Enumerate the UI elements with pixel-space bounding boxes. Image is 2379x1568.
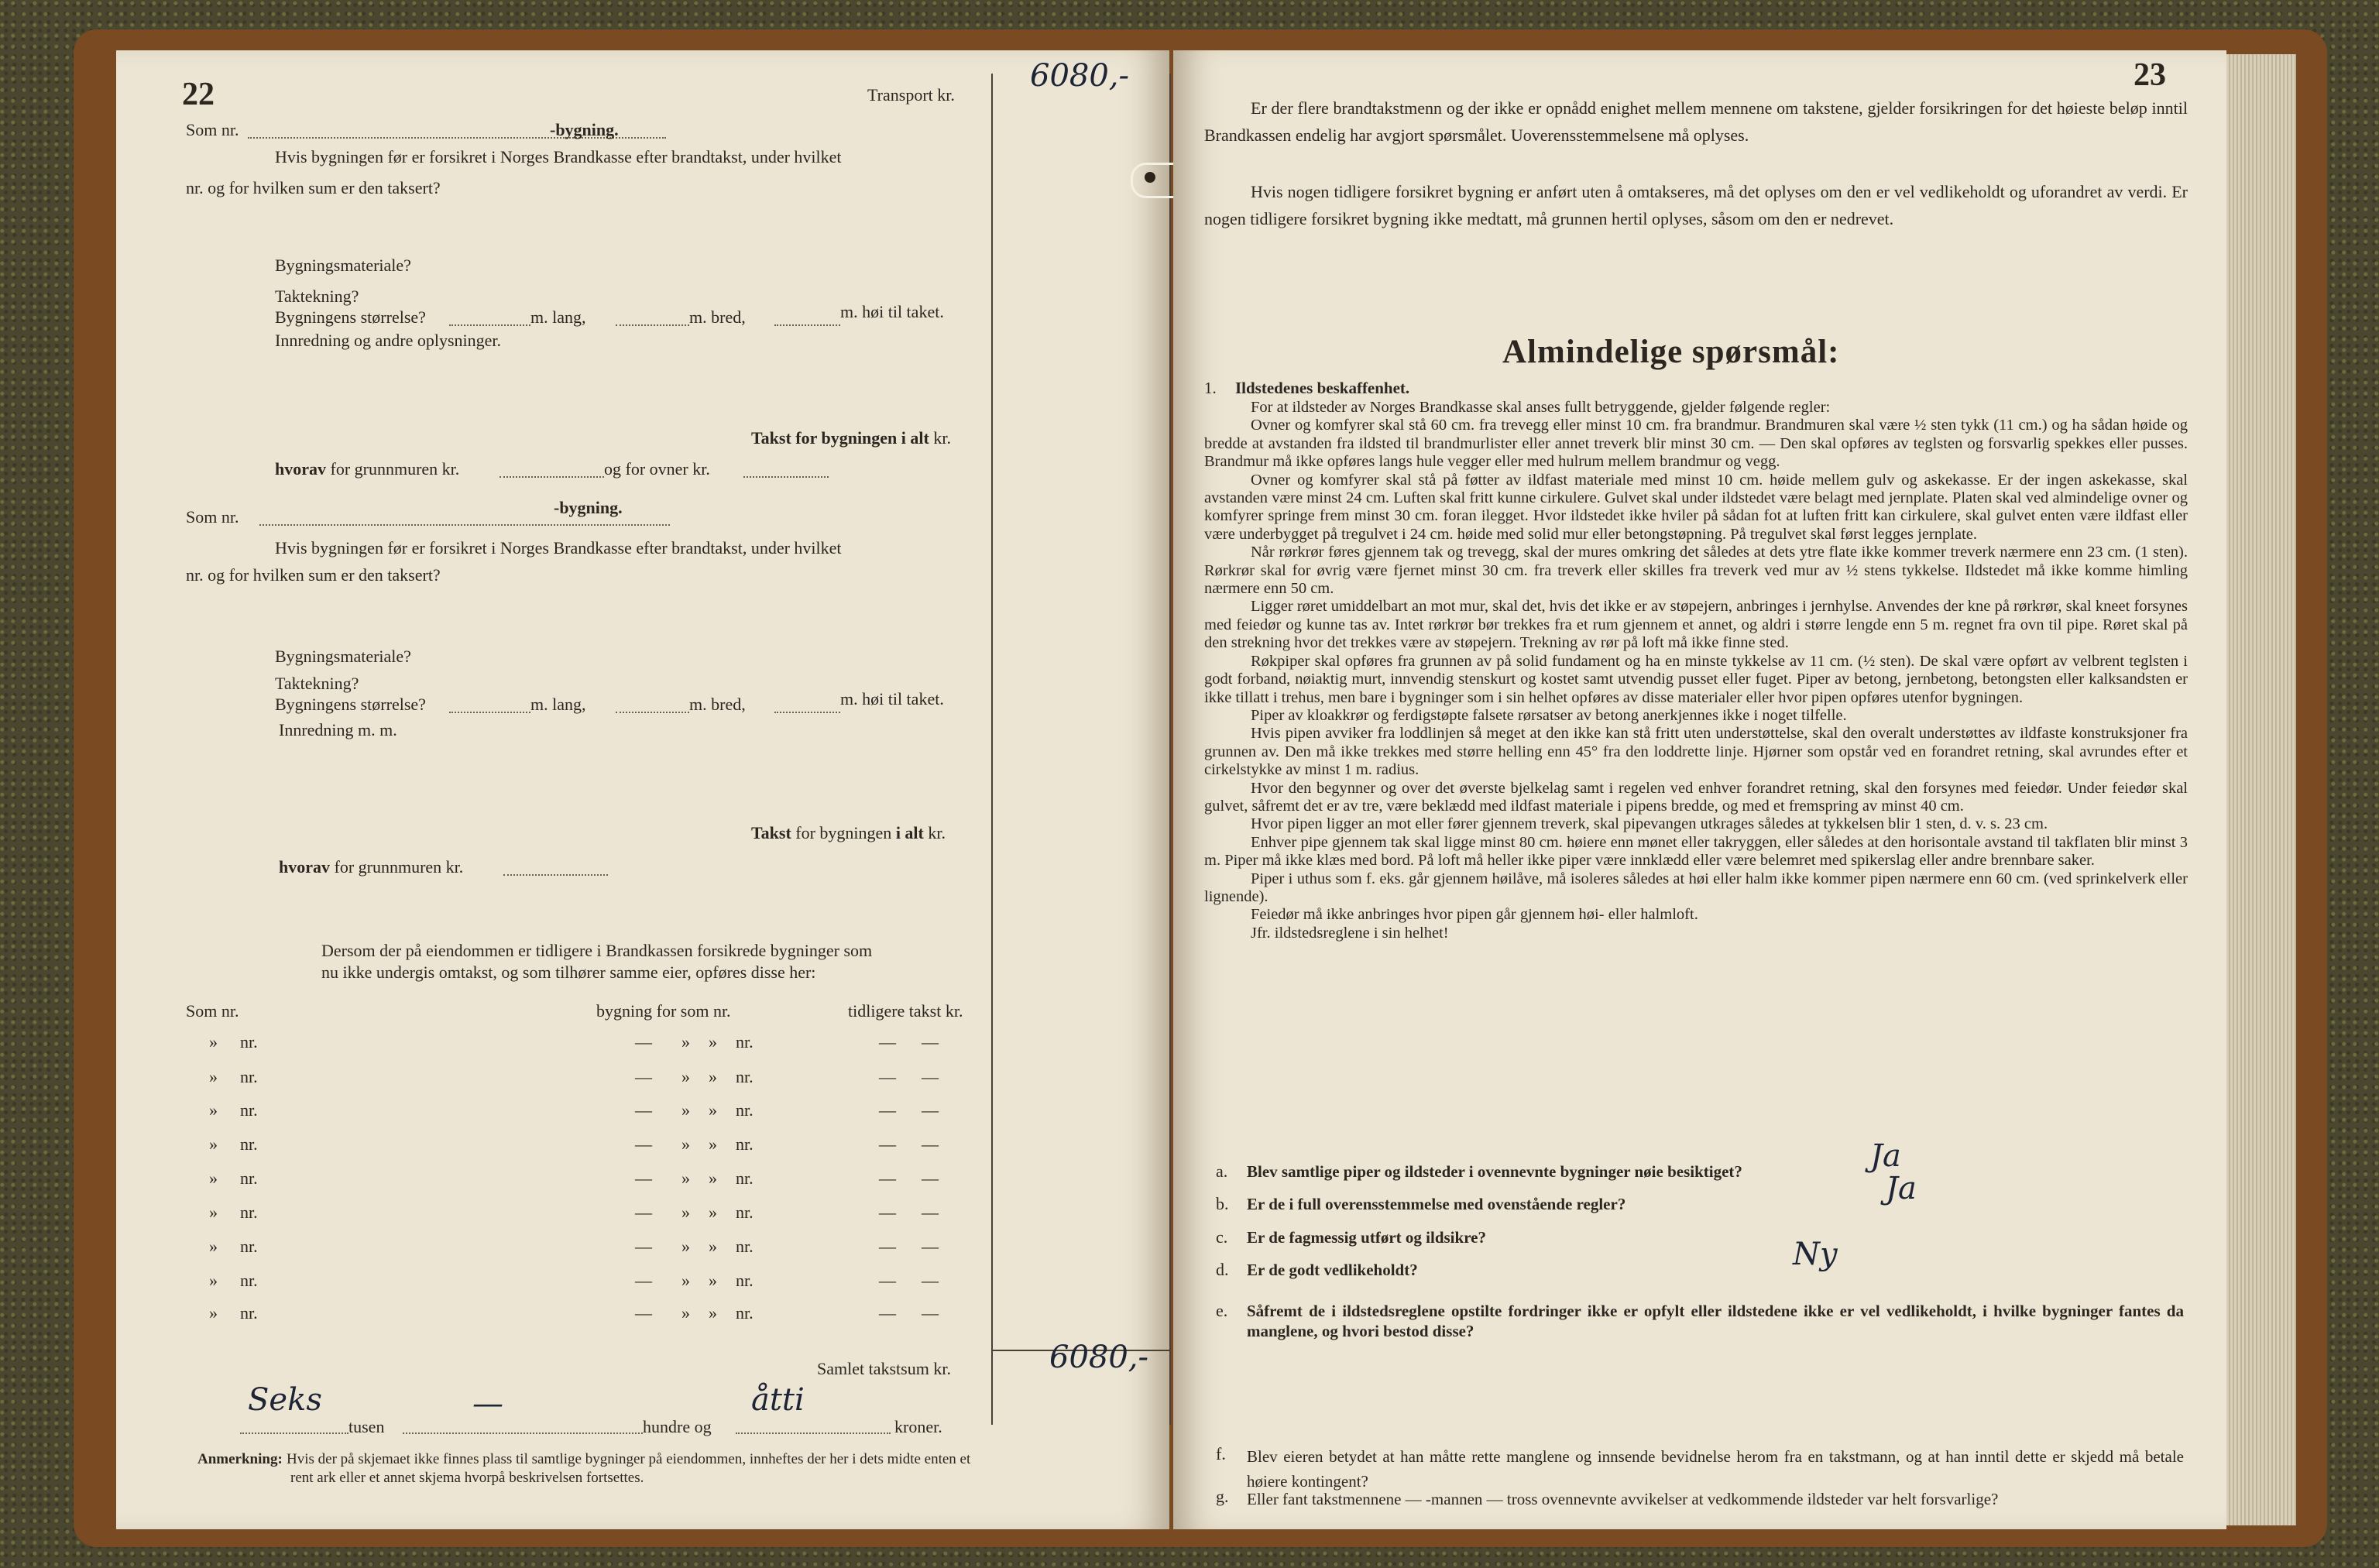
anmerkning-text: rent ark eller et annet skjema hvorpå beskrivelsen fortsettes. — [290, 1470, 644, 1486]
table-cell: » — [681, 1100, 690, 1120]
question-text: Er de godt vedlikeholdt? — [1247, 1261, 1418, 1279]
table-cell: nr. — [240, 1271, 258, 1290]
takst-label: Takst for bygningen i alt kr. — [751, 823, 946, 842]
rule-paragraph: Jfr. ildstedsreglene i sin helhet! — [1251, 924, 1449, 942]
bygning-label: -bygning. — [550, 120, 619, 139]
kroner-label: kroner. — [894, 1417, 942, 1436]
table-cell: » — [681, 1237, 690, 1256]
material-label: Bygningsmateriale? — [275, 647, 411, 666]
table-cell: — — [922, 1168, 939, 1188]
table-cell: nr. — [240, 1168, 258, 1188]
length-label: m. lang, — [530, 695, 586, 714]
height-label: m. høi til taket. — [840, 302, 944, 321]
question-letter: g. — [1216, 1487, 1229, 1506]
fill-line — [240, 1432, 348, 1434]
question-letter: c. — [1216, 1227, 1228, 1247]
question-answer: Ja — [1886, 1171, 1917, 1206]
table-cell: nr. — [736, 1303, 754, 1323]
table-cell: nr. — [736, 1067, 754, 1086]
intro-text: Er der flere brandtakstmenn og der ikke er opnådd enighet mellem mennene om takstene, gjelder forsikringen for det høieste beløp inntil Brandkassen endelig har avgjort spørsmålet. Uoverensstemmelsene må oplyses. — [1204, 98, 2188, 145]
table-cell: nr. — [240, 1203, 258, 1222]
dersom-text: nu ikke undergis omtakst, og som tilhører samme eier, opføres disse her: — [321, 962, 816, 982]
rule-paragraph: Ovner og komfyrer skal stå på føtter av ildfast materiale med minst 10 cm. høide mellem gulv og askekasse. Er der ingen askekasse, skal avstanden være minst 24 cm. Luften skal fritt kunne cirkulere. Gulvet skal under ildstedet være belagt med jernplate. Platen skal ved almindelige ovner og komfyrer springe frem minst 30 cm. foran ilegget. Hvor ildstedet ikke hviler på sådan fot at luften fritt kan cirkulere, skal gulvet enten være ildfast eller være underbygget på tregulvet i 24 cm. høide med solid mur eller betongstøpning. På tregulvet skal først legges jernplate. — [1204, 471, 2188, 543]
section-number: 1. — [1204, 379, 1217, 397]
table-cell: — — [879, 1100, 896, 1120]
height-label: m. høi til taket. — [840, 689, 944, 709]
question-text: Hvis bygningen før er forsikret i Norges Brandkasse efter brandtakst, under hvilket — [275, 538, 842, 558]
rule-paragraph: Røkpiper skal opføres fra grunnen av på solid fundament og ha en minste tykkelse av 11 cm. (½ sten). De skal være opført av velbrent teglsten i godt forband, nøiaktig murt, innvendig stenskurt og kostet samt utvendig pusset eller fuget. Piper av betong, jernbetong, betongsten eller kalksandsten er ikke tillatt i trehus, men bare i bygninger som i sin helhet opføres av disse materialer eller hvor pipen opføres utenfor bygningen. — [1204, 652, 2188, 706]
table-cell: — — [922, 1237, 939, 1256]
table-cell: — — [879, 1303, 896, 1323]
words-thousands: Seks — [248, 1382, 322, 1418]
words-hundreds: — — [472, 1386, 503, 1422]
ovner-label: og for ovner kr. — [604, 459, 710, 479]
page-number: 23 — [2134, 57, 2166, 93]
table-cell: » — [681, 1134, 690, 1154]
table-cell: — — [879, 1032, 896, 1052]
table-cell: — — [879, 1237, 896, 1256]
rule-paragraph: For at ildsteder av Norges Brandkasse skal anses fullt betryggende, gjelder følgende regler: — [1251, 399, 1831, 416]
fill-line — [616, 712, 689, 713]
rule-paragraph: Når rørkrør føres gjennem tak og trevegg, skal der mures omkring det således at dets ytre flate ikke kommer treverk nærmere enn 23 cm. (1 sten). Rørkrør skal for øvrig være fjernet minst 30 cm. fra treverk eller skilles fra treverk ved mur av ½ stens tykkelse. Ildstedet må ikke komme himling nærmere enn 50 cm. — [1204, 544, 2188, 598]
question-text: Blev eieren betydet at han måtte rette manglene og innsende bevidnelse herom fra en takstmann, og at han inntil dette er skjedd må betale høiere kontingent? — [1247, 1447, 2184, 1491]
question-letter: b. — [1216, 1194, 1229, 1213]
takst-label: Takst for bygningen i alt kr. — [751, 428, 951, 448]
table-cell: » — [209, 1067, 218, 1086]
table-cell: » — [709, 1237, 717, 1256]
page-edges — [2226, 54, 2296, 1525]
table-cell: — — [635, 1237, 652, 1256]
table-cell: » — [709, 1067, 717, 1086]
table-cell: » — [209, 1134, 218, 1154]
question-text: Er de i full overensstemmelse med ovenstående regler? — [1247, 1195, 1626, 1213]
bygning-label: -bygning. — [554, 498, 623, 517]
question-text: Eller fant takstmennene — -mannen — tross ovennevnte avvikelser at vedkommende ildsteder var helt forsvarlige? — [1247, 1490, 1999, 1508]
amount-column-left-rule — [991, 74, 993, 1425]
question-text: Er de fagmessig utført og ildsikre? — [1247, 1228, 1486, 1247]
question-text: Hvis bygningen før er forsikret i Norges Brandkasse efter brandtakst, under hvilket — [275, 147, 842, 166]
fill-line — [259, 524, 670, 526]
table-cell: — — [635, 1303, 652, 1323]
fill-line — [743, 476, 829, 478]
table-cell: » — [709, 1303, 717, 1323]
table-cell: nr. — [736, 1237, 754, 1256]
table-cell: » — [681, 1067, 690, 1086]
table-cell: — — [922, 1134, 939, 1154]
table-cell: — — [922, 1032, 939, 1052]
rule-paragraph: Piper i uthus som f. eks. går gjennem høilåve, må isoleres således at høi eller halm ikke kommer pipen nærmere enn 60 cm. (ved sprinkelverk eller lignende). — [1204, 870, 2188, 905]
intro-text: Hvis nogen tidligere forsikret bygning er anført uten å omtakseres, må det oplyses om den er vel vedlikeholdt og uforandret av verdi. Er nogen tidligere forsikret bygning ikke medtatt, må grunnen hertil oplyses, såsom om den er nedrevet. — [1204, 182, 2188, 228]
fill-line — [736, 1432, 891, 1434]
table-cell: — — [635, 1271, 652, 1290]
binding-hole — [1145, 172, 1155, 183]
tusen-label: tusen — [348, 1417, 385, 1436]
rule-paragraph: Hvis pipen avviker fra loddlinjen så meget at den ikke kan stå fritt uten understøttelse, skal den overalt understøttes av ildfaste konstruksjoner fra grunnen av. Den må ikke trekkes med større helling enn 45° fra den loddrette linje. Hjørner som opstår ved en forandret retning, skal avrundes efter et cirkelstykke av minst 1 m. radius. — [1204, 725, 2188, 779]
question-text: nr. og for hvilken sum er den taksert? — [186, 565, 441, 585]
table-cell: nr. — [240, 1237, 258, 1256]
table-takst-label: tidligere takst kr. — [848, 1001, 963, 1021]
table-cell: » — [681, 1032, 690, 1052]
left-page — [116, 50, 1169, 1529]
fill-line — [503, 874, 608, 876]
table-cell: nr. — [240, 1067, 258, 1086]
fill-line — [403, 1432, 643, 1434]
rule-paragraph: Enhver pipe gjennem tak skal ligge minst 80 cm. høiere enn mønet eller takryggen, eller således at den horisontale avstand til takflaten blir minst 3 m. Piper må ikke klæs med bord. På loft må heller ikke piper være innklædd eller være belemret med spikerslag eller andre brennbare saker. — [1204, 833, 2188, 870]
question-letter: d. — [1216, 1260, 1229, 1279]
table-cell: nr. — [736, 1134, 754, 1154]
rule-paragraph: Ligger røret umiddelbart an mot mur, skal det, hvis det ikke er av støpejern, anbringes i jernhylse. Anvendes der kne på rørkrør, skal kneet forsynes med feiedør og kunne tas av. Intet rørkrør bør trekkes fra et rum gjennem et annet, og aldri i større lengde enn 5 m. regnet fra ovn til pipe. Røret skal på den strekning hvor det trekkes være av støpejern. Trekning av rør på loft må ikke finne sted. — [1204, 598, 2188, 652]
question-letter: a. — [1216, 1161, 1228, 1181]
question-answer: Ja — [1870, 1138, 1901, 1174]
material-label: Bygningsmateriale? — [275, 256, 411, 275]
hundre-label: hundre og — [643, 1417, 712, 1436]
table-cell: — — [635, 1168, 652, 1188]
section-title: Ildstedenes beskaffenhet. — [1235, 379, 1410, 397]
question-letter: e. — [1216, 1301, 1228, 1320]
question-text: Såfremt de i ildstedsreglene opstilte fordringer ikke er opfylt eller ildstedene ikke er vel vedlikeholdt, i hvilke bygninger fantes da manglene, og hvori bestod disse? — [1247, 1302, 2184, 1340]
table-cell: » — [709, 1271, 717, 1290]
table-cell: — — [635, 1100, 652, 1120]
table-cell: — — [879, 1134, 896, 1154]
table-cell: nr. — [240, 1032, 258, 1052]
table-cell: nr. — [240, 1303, 258, 1323]
fill-line — [499, 476, 604, 478]
intro-paragraphs — [1204, 94, 2188, 232]
table-cell: » — [709, 1100, 717, 1120]
anmerkning-text: Hvis der på skjemaet ikke finnes plass til samtlige bygninger på eiendommen, innheftes der her i dets midte enten et — [287, 1451, 971, 1467]
table-cell: » — [209, 1271, 218, 1290]
table-cell: — — [635, 1067, 652, 1086]
table-cell: nr. — [736, 1032, 754, 1052]
question-letter: f. — [1216, 1444, 1226, 1463]
rules-text — [1204, 399, 2188, 942]
samlet-label: Samlet takstsum kr. — [817, 1359, 951, 1378]
table-cell: nr. — [240, 1134, 258, 1154]
table-cell: — — [922, 1203, 939, 1222]
rule-paragraph: Piper av kloakkrør og ferdigstøpte falsete rørsatser av betong anerkjennes ikke i noget tilfelle. — [1251, 706, 1847, 724]
table-bygning-label: bygning for som nr. — [596, 1001, 731, 1021]
rule-paragraph: Ovner og komfyrer skal stå 60 cm. fra trevegg eller minst 10 cm. fra brandmur. Brandmuren skal være ½ sten tykk (11 cm.) og ha sådan høide og bredde at avstanden fra ildsted til brandmurlister eller annet treverk blir minst 30 cm. — Den skal opføres av teglsten og forsvarlig spekkes eller pusses. Brandmur må ikke opføres langs hule vegger eller med hulrum mellem brandmur og vegg. — [1204, 417, 2188, 471]
table-cell: — — [635, 1134, 652, 1154]
table-cell: — — [922, 1271, 939, 1290]
amount-column-right-rule — [1169, 74, 1171, 1425]
table-cell: » — [209, 1100, 218, 1120]
section-heading: Almindelige spørsmål: — [1502, 334, 1840, 370]
table-cell: » — [209, 1032, 218, 1052]
transport-value: 6080,- — [1030, 58, 1130, 94]
width-label: m. bred, — [689, 307, 746, 327]
question-text: nr. og for hvilken sum er den taksert? — [186, 178, 441, 197]
fill-line — [449, 712, 530, 713]
table-cell: nr. — [736, 1203, 754, 1222]
table-cell: » — [681, 1271, 690, 1290]
question-answer: Ny — [1793, 1237, 1838, 1272]
dersom-text: Dersom der på eiendommen er tidligere i Brandkassen forsikrede bygninger som — [321, 941, 873, 960]
table-cell: » — [709, 1134, 717, 1154]
hvorav-row: hvorav for grunnmuren kr. — [279, 857, 464, 877]
table-som-nr: Som nr. — [186, 1001, 239, 1021]
rule-paragraph: Feiedør må ikke anbringes hvor pipen går gjennem høi- eller halmloft. — [1251, 906, 1698, 924]
width-label: m. bred, — [689, 695, 746, 714]
table-cell: nr. — [736, 1168, 754, 1188]
table-cell: nr. — [240, 1100, 258, 1120]
samlet-value: 6080,- — [1049, 1340, 1149, 1375]
som-nr-label: Som nr. — [186, 507, 239, 527]
som-nr-label: Som nr. — [186, 120, 239, 139]
transport-label: Transport kr. — [867, 85, 955, 105]
size-label: Bygningens størrelse? — [275, 695, 426, 714]
anmerkning-label: Anmerkning: — [197, 1451, 283, 1467]
right-page — [1173, 50, 2226, 1529]
rule-paragraph: Hvor pipen ligger an mot eller fører gjennem treverk, skal pipevangen utkrages således at tykkelsen blir 1 sten, d. v. s. 23 cm. — [1251, 815, 2048, 833]
table-cell: — — [635, 1032, 652, 1052]
table-cell: » — [709, 1032, 717, 1052]
length-label: m. lang, — [530, 307, 586, 327]
table-cell: » — [709, 1168, 717, 1188]
rule-paragraph: Hvor den begynner og over det øverste bjelkelag samt i regelen ved enhver forandret retning, skal den forsynes med feiedør. Under feiedør skal gulvet, såfremt det er av tre, være beklædd med ildfast materiale i pipens bredde, og med et fremspring av minst 40 cm. — [1204, 779, 2188, 815]
size-label: Bygningens størrelse? — [275, 307, 426, 327]
table-cell: — — [922, 1067, 939, 1086]
roof-label: Taktekning? — [275, 286, 359, 306]
table-cell: — — [922, 1100, 939, 1120]
page-number: 22 — [182, 77, 215, 112]
fill-line — [449, 324, 530, 326]
table-cell: — — [879, 1168, 896, 1188]
table-cell: » — [209, 1203, 218, 1222]
table-cell: » — [209, 1168, 218, 1188]
fill-line — [774, 712, 840, 713]
table-cell: » — [209, 1303, 218, 1323]
interior-label: Innredning m. m. — [279, 720, 397, 739]
table-cell: » — [681, 1303, 690, 1323]
table-cell: » — [709, 1203, 717, 1222]
table-cell: — — [879, 1271, 896, 1290]
question-text: Blev samtlige piper og ildsteder i ovennevnte bygninger nøie besiktiget? — [1247, 1162, 1742, 1181]
table-cell: » — [209, 1237, 218, 1256]
hvorav-row: hvorav for grunnmuren kr. — [275, 459, 460, 479]
table-cell: — — [635, 1203, 652, 1222]
table-cell: — — [879, 1203, 896, 1222]
interior-label: Innredning og andre oplysninger. — [275, 331, 502, 350]
words-tens: åtti — [751, 1382, 805, 1418]
table-cell: » — [681, 1203, 690, 1222]
table-cell: nr. — [736, 1271, 754, 1290]
table-cell: » — [681, 1168, 690, 1188]
table-cell: nr. — [736, 1100, 754, 1120]
table-cell: — — [879, 1067, 896, 1086]
fill-line — [616, 324, 689, 326]
fill-line — [774, 324, 840, 326]
table-cell: — — [922, 1303, 939, 1323]
roof-label: Taktekning? — [275, 674, 359, 693]
